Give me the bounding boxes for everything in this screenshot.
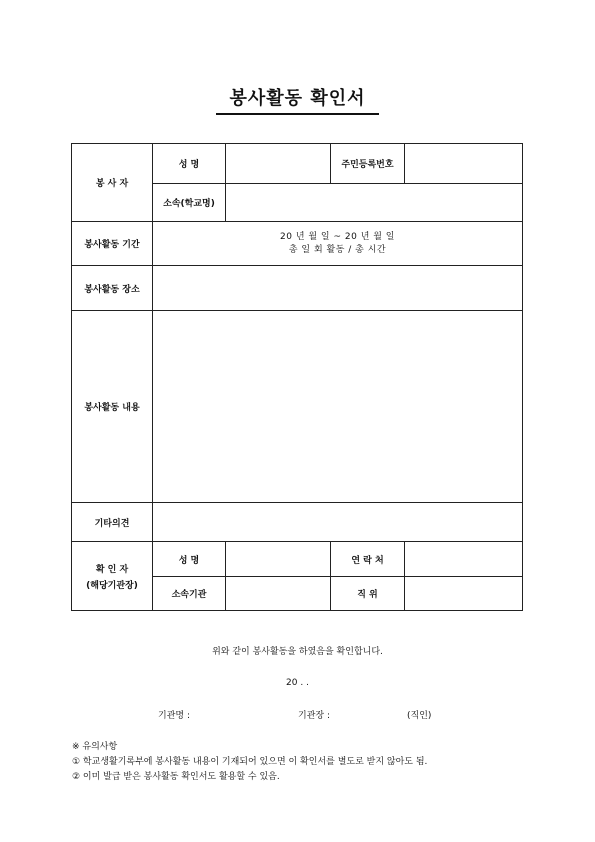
volunteer-section-label: 봉 사 자 — [72, 144, 153, 222]
org-label: 소속기관 — [153, 577, 226, 611]
content-row — [72, 311, 523, 503]
notes-heading: ※ 유의사항 — [72, 742, 118, 752]
content-label: 봉사활동 내용 — [72, 311, 153, 503]
volunteer-name-field[interactable] — [226, 144, 331, 184]
other-field[interactable] — [153, 503, 523, 542]
contact-label: 연 락 처 — [331, 542, 405, 577]
affiliation-field[interactable] — [226, 184, 523, 222]
place-row — [72, 266, 523, 311]
content-field[interactable] — [153, 311, 523, 503]
date-line: 20 . . — [286, 678, 309, 688]
head-label: 기관장 : — [298, 711, 330, 721]
position-label: 직 위 — [331, 577, 405, 611]
other-label: 기타의견 — [72, 503, 153, 542]
confirmer-section-label — [72, 542, 153, 611]
period-field[interactable] — [153, 222, 523, 266]
resident-id-label: 주민등록번호 — [331, 144, 405, 184]
period-row — [72, 222, 523, 266]
affiliation-label: 소속(학교명) — [153, 184, 226, 222]
other-row — [72, 503, 523, 542]
period-totals: 총 일 회 활동 / 총 시간 — [288, 244, 387, 255]
contact-field[interactable] — [405, 542, 523, 577]
seal-label: (직인) — [407, 711, 432, 721]
confirmer-name-label: 성 명 — [153, 542, 226, 577]
note-item-1: ① 학교생활기록부에 봉사활동 내용이 기재되어 있으면 이 확인서를 별도로 받지 않아도 됨. — [72, 757, 428, 767]
volunteer-row-1 — [72, 144, 523, 184]
confirmer-label-line1: 확 인 자 — [95, 564, 129, 575]
org-field[interactable] — [226, 577, 331, 611]
document-title: 봉사활동 확인서 — [216, 84, 380, 115]
place-label: 봉사활동 장소 — [72, 266, 153, 311]
confirmation-statement: 위와 같이 봉사활동을 하였음을 확인합니다. — [212, 647, 383, 657]
notes-section — [72, 740, 427, 785]
confirmer-row-1 — [72, 542, 523, 577]
period-label: 봉사활동 기간 — [72, 222, 153, 266]
document-title-wrap — [0, 84, 595, 115]
period-dates: 20 년 월 일 ~ 20 년 월 일 — [280, 231, 395, 242]
confirmation-form-table — [71, 143, 523, 611]
note-item-2: ② 이미 발급 받은 봉사활동 확인서도 활용할 수 있음. — [72, 772, 280, 782]
resident-id-field[interactable] — [405, 144, 523, 184]
place-field[interactable] — [153, 266, 523, 311]
org-name-label: 기관명 : — [158, 711, 190, 721]
position-field[interactable] — [405, 577, 523, 611]
confirmer-label-line2: (해당기관장) — [86, 580, 138, 591]
volunteer-name-label: 성 명 — [153, 144, 226, 184]
confirmer-name-field[interactable] — [226, 542, 331, 577]
